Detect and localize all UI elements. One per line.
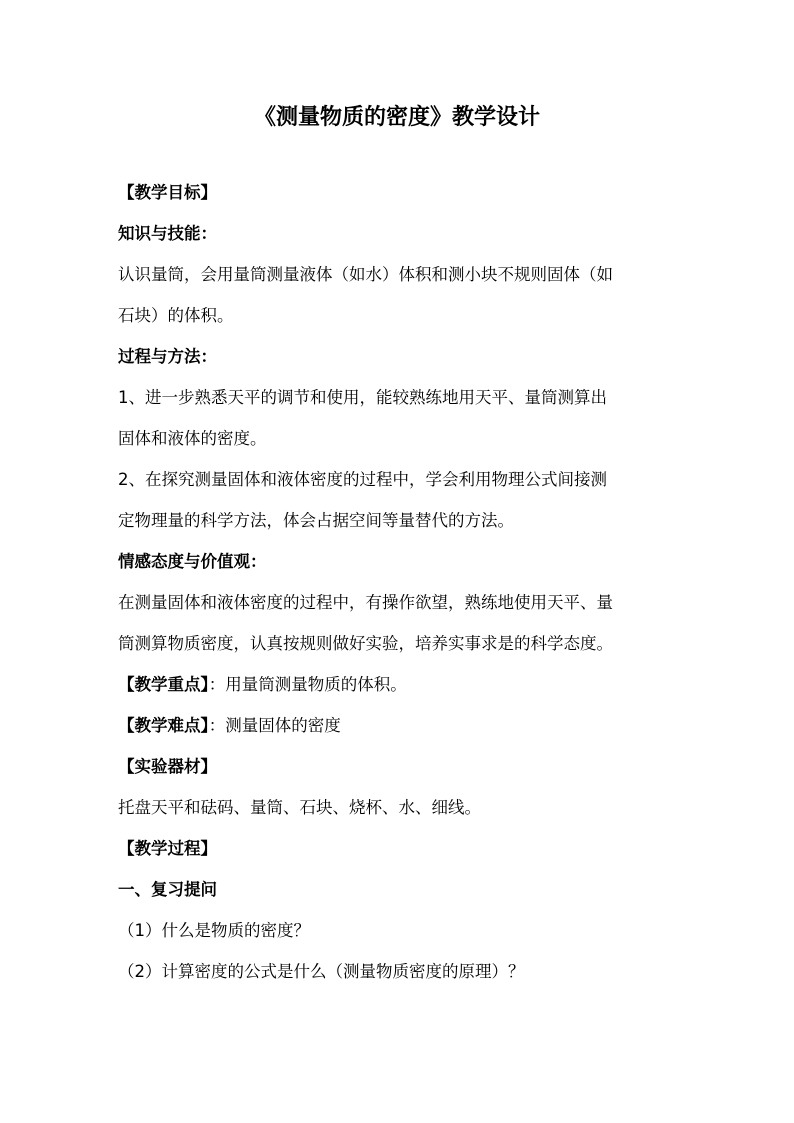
- section-1-heading: 一、复习提问: [118, 880, 217, 899]
- procedure-heading: 【教学过程】: [118, 839, 217, 858]
- document-body: [118, 183, 678, 1003]
- difficulty-label: 【教学难点】: [118, 716, 209, 735]
- process-heading: 过程与方法：: [118, 347, 217, 366]
- knowledge-text-line-2: 石块）的体积。: [118, 306, 234, 325]
- emotion-text-line-2: 筒测算物质密度，认真按规则做好实验，培养实事求是的科学态度。: [118, 634, 613, 653]
- emotion-text-line-1: 在测量固体和液体密度的过程中，有操作欲望，熟练地使用天平、量: [118, 593, 613, 612]
- key-point-row: [118, 675, 678, 716]
- document-title: 《测量物质的密度》教学设计: [253, 105, 540, 130]
- question-2: （2）计算密度的公式是什么（测量物质密度的原理）？: [118, 962, 525, 981]
- objectives-heading: 【教学目标】: [118, 183, 217, 202]
- knowledge-text-line-1: 认识量筒，会用量筒测量液体（如水）体积和测小块不规则固体（如: [118, 265, 613, 284]
- difficulty-row: [118, 716, 678, 757]
- emotion-heading: 情感态度与价值观：: [118, 552, 267, 571]
- process-item-2-line-1: 2、在探究测量固体和液体密度的过程中，学会利用物理公式间接测: [118, 470, 607, 489]
- key-point-label: 【教学重点】: [118, 675, 209, 694]
- difficulty-text: ：测量固体的密度: [208, 716, 341, 735]
- process-item-1-line-1: 1、进一步熟悉天平的调节和使用，能较熟练地用天平、量筒测算出: [118, 388, 607, 407]
- process-item-2-line-2: 定物理量的科学方法，体会占据空间等量替代的方法。: [118, 511, 514, 530]
- materials-heading: 【实验器材】: [118, 757, 217, 776]
- question-1: （1）什么是物质的密度？: [118, 921, 310, 940]
- materials-text: 托盘天平和砝码、量筒、石块、烧杯、水、细线。: [118, 798, 481, 817]
- process-item-1-line-2: 固体和液体的密度。: [118, 429, 267, 448]
- key-point-text: ：用量筒测量物质的体积。: [208, 675, 407, 694]
- knowledge-heading: 知识与技能：: [118, 224, 217, 243]
